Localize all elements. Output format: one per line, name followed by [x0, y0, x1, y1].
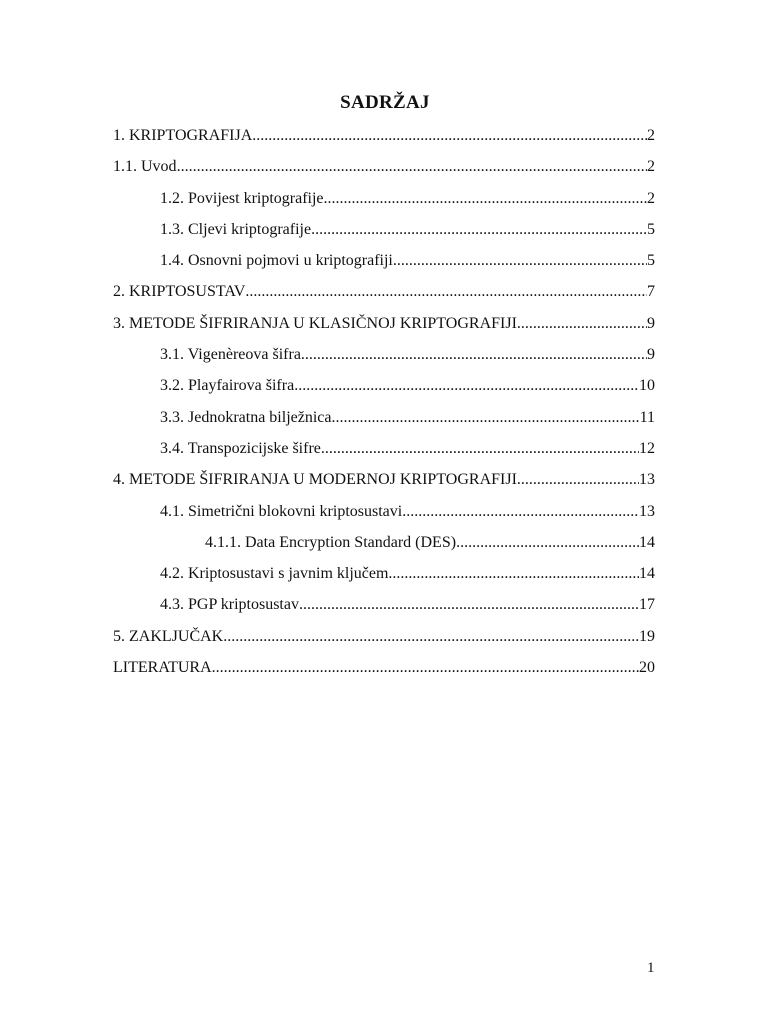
dot-leader — [177, 158, 647, 176]
toc-entry[interactable] — [113, 127, 655, 158]
toc-entry-page: 14 — [639, 565, 655, 583]
toc-entry[interactable] — [113, 440, 655, 471]
toc-entry-page: 2 — [647, 189, 655, 207]
page-number: 1 — [647, 960, 655, 976]
toc-entry[interactable] — [113, 565, 655, 596]
toc-entry-page: 13 — [639, 502, 655, 520]
toc-entry-label: LITERATURA — [113, 659, 212, 677]
toc-entry[interactable] — [113, 190, 655, 221]
toc-entry[interactable] — [113, 221, 655, 252]
toc-entry[interactable] — [113, 503, 655, 534]
dot-leader — [517, 315, 647, 333]
toc-entry-page: 20 — [639, 659, 655, 677]
toc-entry-label: 2. KRIPTOSUSTAV — [113, 283, 246, 301]
toc-entry-label: 4.3. PGP kriptosustav — [160, 596, 299, 614]
toc-entry-label: 1.2. Povijest kriptografije — [160, 189, 324, 207]
dot-leader — [212, 659, 639, 677]
toc-entry-label: 4.1.1. Data Encryption Standard (DES) — [205, 533, 457, 551]
table-of-contents — [113, 127, 655, 690]
toc-entry-page: 10 — [639, 377, 655, 395]
toc-entry[interactable] — [113, 158, 655, 189]
toc-entry-page: 19 — [639, 627, 655, 645]
toc-entry-page: 7 — [647, 283, 655, 301]
toc-entry-label: 1.4. Osnovni pojmovi u kriptografiji — [160, 252, 393, 270]
toc-entry-label: 4.1. Simetrični blokovni kriptosustavi — [160, 502, 403, 520]
toc-entry[interactable] — [113, 315, 655, 346]
toc-entry[interactable] — [113, 346, 655, 377]
dot-leader — [311, 221, 647, 239]
toc-entry[interactable] — [113, 471, 655, 502]
toc-entry[interactable] — [113, 283, 655, 314]
toc-entry-label: 3.3. Jednokratna bilježnica — [160, 408, 332, 426]
toc-entry-page: 9 — [647, 314, 655, 332]
dot-leader — [245, 283, 647, 301]
toc-entry-label: 3.2. Playfairova šifra — [160, 377, 295, 395]
dot-leader — [299, 596, 639, 614]
toc-entry-page: 11 — [639, 408, 655, 426]
toc-entry-label: 1. KRIPTOGRAFIJA — [113, 127, 253, 144]
dot-leader — [388, 565, 639, 583]
dot-leader — [324, 190, 647, 208]
toc-entry-page: 2 — [647, 158, 655, 176]
toc-entry-label: 3.4. Transpozicijske šifre — [160, 439, 321, 457]
dot-leader — [294, 377, 639, 395]
toc-entry[interactable] — [113, 409, 655, 440]
toc-entry-page: 17 — [639, 596, 655, 614]
toc-entry-page: 12 — [639, 439, 655, 457]
toc-entry[interactable] — [113, 252, 655, 283]
toc-entry-page: 2 — [647, 127, 655, 144]
dot-leader — [332, 409, 640, 427]
toc-entry-page: 14 — [639, 533, 655, 551]
toc-entry[interactable] — [113, 377, 655, 408]
dot-leader — [456, 534, 639, 552]
toc-entry[interactable] — [113, 628, 655, 659]
dot-leader — [321, 440, 639, 458]
dot-leader — [223, 628, 639, 646]
toc-entry-page: 5 — [647, 252, 655, 270]
toc-entry-label: 1.3. Cljevi kriptografije — [160, 220, 312, 238]
toc-entry-page: 5 — [647, 220, 655, 238]
dot-leader — [301, 346, 647, 364]
toc-entry[interactable] — [113, 596, 655, 627]
toc-entry-page: 13 — [639, 471, 655, 489]
dot-leader — [252, 127, 647, 145]
dot-leader — [393, 252, 647, 270]
toc-entry-label: 1.1. Uvod — [113, 158, 177, 176]
toc-entry-label: 4. METODE ŠIFRIRANJA U MODERNOJ KRIPTOGRAFIJI — [113, 471, 517, 489]
dot-leader — [402, 503, 639, 521]
toc-entry-label: 3. METODE ŠIFRIRANJA U KLASIČNOJ KRIPTOGRAFIJI — [113, 314, 517, 332]
toc-entry-page: 9 — [647, 346, 655, 364]
toc-entry-label: 4.2. Kriptosustavi s javnim ključem — [160, 565, 389, 583]
toc-entry-label: 5. ZAKLJUČAK — [113, 627, 224, 645]
toc-entry-label: 3.1. Vigenèreova šifra — [160, 346, 301, 364]
toc-entry[interactable] — [113, 534, 655, 565]
toc-entry[interactable] — [113, 659, 655, 690]
toc-title: SADRŽAJ — [340, 92, 430, 113]
dot-leader — [517, 471, 639, 489]
